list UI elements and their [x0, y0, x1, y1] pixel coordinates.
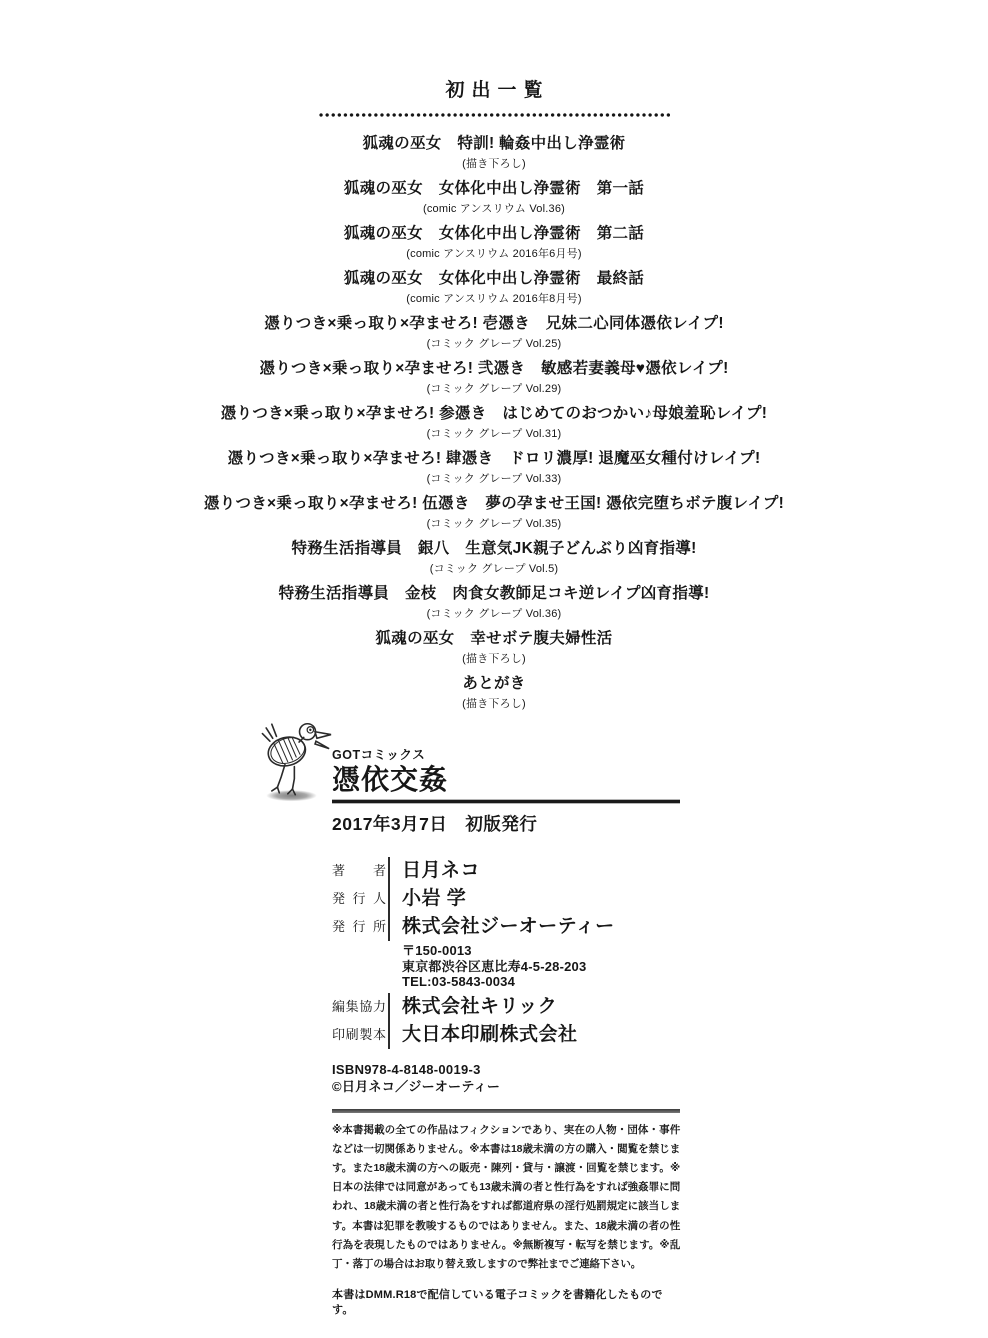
publisher-address [402, 943, 680, 990]
entry-title: 憑りつき×乗っ取り×孕ませろ! 伍憑き 夢の孕ませ王国! 憑依完堕ちボテ腹レイプ! [203, 495, 785, 512]
entry-source: (comic アンスリウム 2016年8月号) [406, 293, 582, 305]
address-line: 東京都渋谷区恵比寿4-5-28-203 [402, 958, 587, 974]
list-item [0, 671, 988, 711]
list-item [0, 626, 988, 666]
credit-row-printing [332, 1021, 680, 1049]
entry-title: 特務生活指導員 銀八 生意気JK親子どんぶり凶育指導! [291, 540, 697, 557]
list-item [0, 536, 988, 576]
entry-title: あとがき [462, 675, 526, 692]
page-title: 初出一覧 [445, 80, 550, 101]
postal-code: 〒150-0013 [402, 943, 472, 958]
credits-table [332, 857, 680, 1049]
entry-title: 狐魂の巫女 女体化中出し浄霊術 第二話 [343, 225, 645, 242]
entry-title: 狐魂の巫女 幸せボテ腹夫婦性活 [375, 630, 613, 647]
title-underline [332, 799, 680, 804]
list-item [0, 491, 988, 531]
entry-title: 狐魂の巫女 女体化中出し浄霊術 第一話 [343, 180, 645, 197]
list-item [0, 401, 988, 441]
entry-source: (comic アンスリウム 2016年6月号) [406, 248, 582, 260]
entry-title: 憑りつき×乗っ取り×孕ませろ! 壱憑き 兄妹二心同体憑依レイプ! [264, 315, 724, 332]
colophon-block [332, 748, 680, 1318]
phone-line: TEL:03-5843-0034 [402, 974, 516, 989]
publisher-bird-logo-icon [256, 712, 344, 806]
entry-source: (コミック グレープ Vol.36) [426, 608, 562, 620]
credit-row-editing [332, 993, 680, 1021]
entry-title: 狐魂の巫女 女体化中出し浄霊術 最終話 [343, 270, 645, 287]
entry-source: (コミック グレープ Vol.5) [429, 563, 559, 575]
credit-label: 印刷製本 [332, 1026, 386, 1042]
entry-source: (描き下ろし) [462, 653, 526, 665]
entry-title: 憑りつき×乗っ取り×孕ませろ! 参憑き はじめてのおつかい♪母娘羞恥レイプ! [220, 405, 768, 422]
publication-date: 2017年3月7日 初版発行 [332, 814, 538, 834]
entry-title: 憑りつき×乗っ取り×孕ませろ! 弐憑き 敏感若妻義母♥憑依レイプ! [259, 360, 729, 377]
entry-source: (描き下ろし) [462, 698, 526, 710]
credit-value: 株式会社キリック [388, 993, 557, 1021]
credit-label: 著者 [332, 863, 386, 878]
credit-label: 編集協力 [332, 998, 386, 1014]
entry-source: (コミック グレープ Vol.35) [426, 518, 562, 530]
dotted-divider [318, 113, 670, 117]
copyright: ©日月ネコ／ジーオーティー [332, 1078, 501, 1094]
list-item [0, 176, 988, 216]
list-item [0, 581, 988, 621]
credit-value: 日月ネコ [388, 857, 480, 885]
credit-label: 発行人 [332, 891, 386, 906]
list-item [0, 356, 988, 396]
entry-source: (コミック グレープ Vol.33) [426, 473, 562, 485]
list-item [0, 221, 988, 261]
entry-title: 憑りつき×乗っ取り×孕ませろ! 肆憑き ドロリ濃厚! 退魔巫女種付けレイプ! [227, 450, 761, 467]
credit-value: 小岩 学 [388, 885, 466, 913]
isbn-block [332, 1061, 680, 1095]
list-item [0, 266, 988, 306]
entry-source: (コミック グレープ Vol.31) [426, 428, 562, 440]
entry-source: (コミック グレープ Vol.25) [426, 338, 562, 350]
entry-source: (描き下ろし) [462, 158, 526, 170]
credit-row-author [332, 857, 680, 885]
entry-title: 特務生活指導員 金枝 肉食女教師足コキ逆レイプ凶育指導! [278, 585, 710, 602]
list-item [0, 446, 988, 486]
entry-source: (comic アンスリウム Vol.36) [422, 203, 566, 215]
credit-value: 株式会社ジーオーティー [388, 913, 615, 941]
digital-edition-note: 本書はDMM.R18で配信している電子コミックを書籍化したものです。 [332, 1289, 663, 1317]
isbn: ISBN978-4-8148-0019-3 [332, 1061, 481, 1077]
imprint-name: GOTコミックス [332, 748, 426, 762]
list-item [0, 311, 988, 351]
book-title: 憑依交姦 [332, 764, 449, 795]
entries-list [0, 131, 988, 711]
entry-title: 狐魂の巫女 特訓! 輪姦中出し浄霊術 [362, 135, 626, 152]
entry-source: (コミック グレープ Vol.29) [426, 383, 562, 395]
section-divider [332, 1109, 680, 1113]
list-item [0, 131, 988, 171]
credit-label: 発行所 [332, 919, 386, 934]
credit-row-publisher-person [332, 885, 680, 913]
credit-value: 大日本印刷株式会社 [388, 1021, 578, 1049]
legal-disclaimer: ※本書掲載の全ての作品はフィクションであり、実在の人物・団体・事件などは一切関係ありません。※本書は18歳未満の方の購入・閲覧を禁じます。また18歳未満の方への販売・陳列・貸与・譲渡・回覧を禁じます。※日本の法律では同意があっても13歳未満の者と性行為をすれば強姦罪に問われ、18歳未満の者と性行為をすれば都道府県の淫行処罰規定に該当します。本書は犯罪を教唆するものではありません。また、18歳未満の者の性行為を表現したものではありません。※無断複写・転写を禁じます。※乱丁・落丁の場合はお取り替え致しますので弊社までご連絡下さい。 [332, 1123, 680, 1270]
credit-row-publisher-company [332, 913, 680, 941]
